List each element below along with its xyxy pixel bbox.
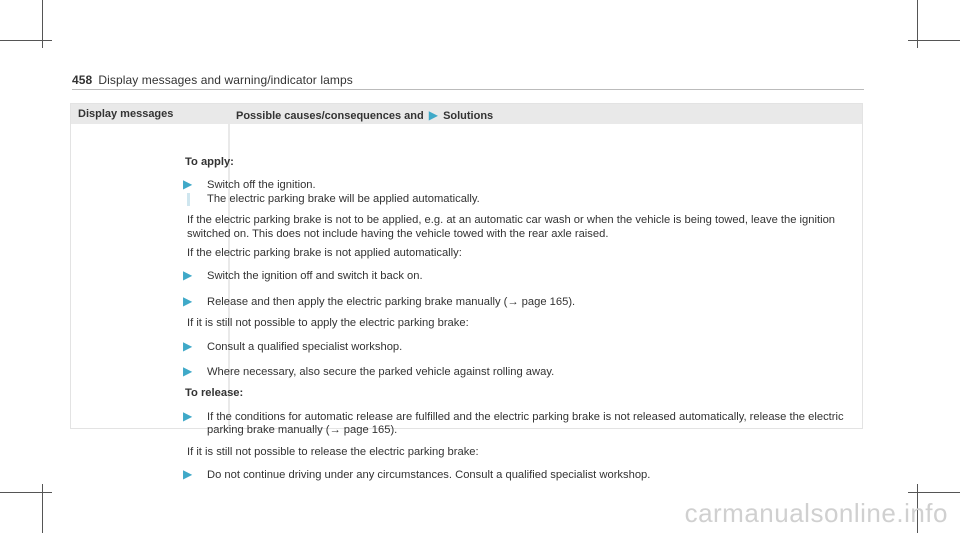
step-text: Do not continue driving under any circumstances. Consult a qualified specialist workshop.: [207, 469, 651, 482]
step-text: Consult a qualified specialist workshop.: [207, 340, 403, 353]
header-divider: [72, 89, 864, 90]
step-arrow-icon: ▶: [183, 338, 193, 353]
step-arrow-icon: ▶: [183, 408, 193, 423]
paragraph: If the electric parking brake is not to be applied, e.g. at an automatic car wash or when the vehicle is being towed, leave the ignition switched on. This does not include having the vehicle towed with the rear axle raised.: [187, 214, 836, 240]
step-bar: [187, 193, 190, 206]
apply-heading: To apply:: [185, 156, 234, 168]
step-text: Where necessary, also secure the parked vehicle against rolling away.: [207, 366, 555, 379]
step-arrow-icon: ▶: [183, 268, 193, 283]
list-item: [183, 408, 857, 438]
page-number: 458: [72, 73, 93, 87]
column-header-prefix: Possible causes/consequences and: [236, 110, 424, 122]
release-heading: To release:: [185, 387, 244, 400]
paragraph: If it is still not possible to apply the electric parking brake:: [187, 317, 469, 330]
column-header-solutions: [236, 108, 493, 122]
column-header-display-messages: Display messages: [78, 108, 174, 120]
paragraph: If the electric parking brake is not applied automatically:: [187, 247, 462, 260]
step-text: Switch the ignition off and switch it back on.: [207, 270, 423, 283]
list-item: [183, 293, 857, 309]
watermark: carmanualsonline.info: [684, 498, 948, 528]
step-arrow-icon: ▶: [183, 467, 193, 482]
table-header: [71, 104, 862, 124]
page-header: [72, 73, 353, 87]
step-text: If the conditions for automatic release are fulfilled and the electric parking brake is not released automatically, release the electric parking brake manually (→ page 165).: [207, 410, 844, 437]
list-item: [183, 338, 857, 354]
crop-mark: [908, 40, 960, 41]
list-item: [183, 177, 857, 206]
crop-mark: [0, 40, 52, 41]
list-item: [183, 467, 857, 482]
solutions-content: [183, 156, 857, 491]
step-arrow-icon: ▶: [183, 364, 193, 379]
step-arrow-icon: ▶: [183, 293, 193, 308]
step-text: Switch off the ignition.: [207, 179, 316, 192]
step-text: Release and then apply the electric parking brake manually (→ page 165).: [207, 295, 576, 308]
list-item: [183, 364, 857, 379]
step-arrow-icon: ▶: [183, 177, 193, 192]
page-header-title: Display messages and warning/indicator lamps: [98, 73, 353, 87]
column-header-suffix: Solutions: [443, 110, 494, 122]
list-item: [183, 268, 857, 283]
step-result-text: The electric parking brake will be applied automatically.: [207, 192, 480, 205]
crop-mark: [908, 492, 960, 493]
crop-mark: [0, 492, 52, 493]
paragraph: If it is still not possible to release the electric parking brake:: [187, 445, 479, 458]
play-arrow-icon: ▶: [428, 108, 438, 122]
